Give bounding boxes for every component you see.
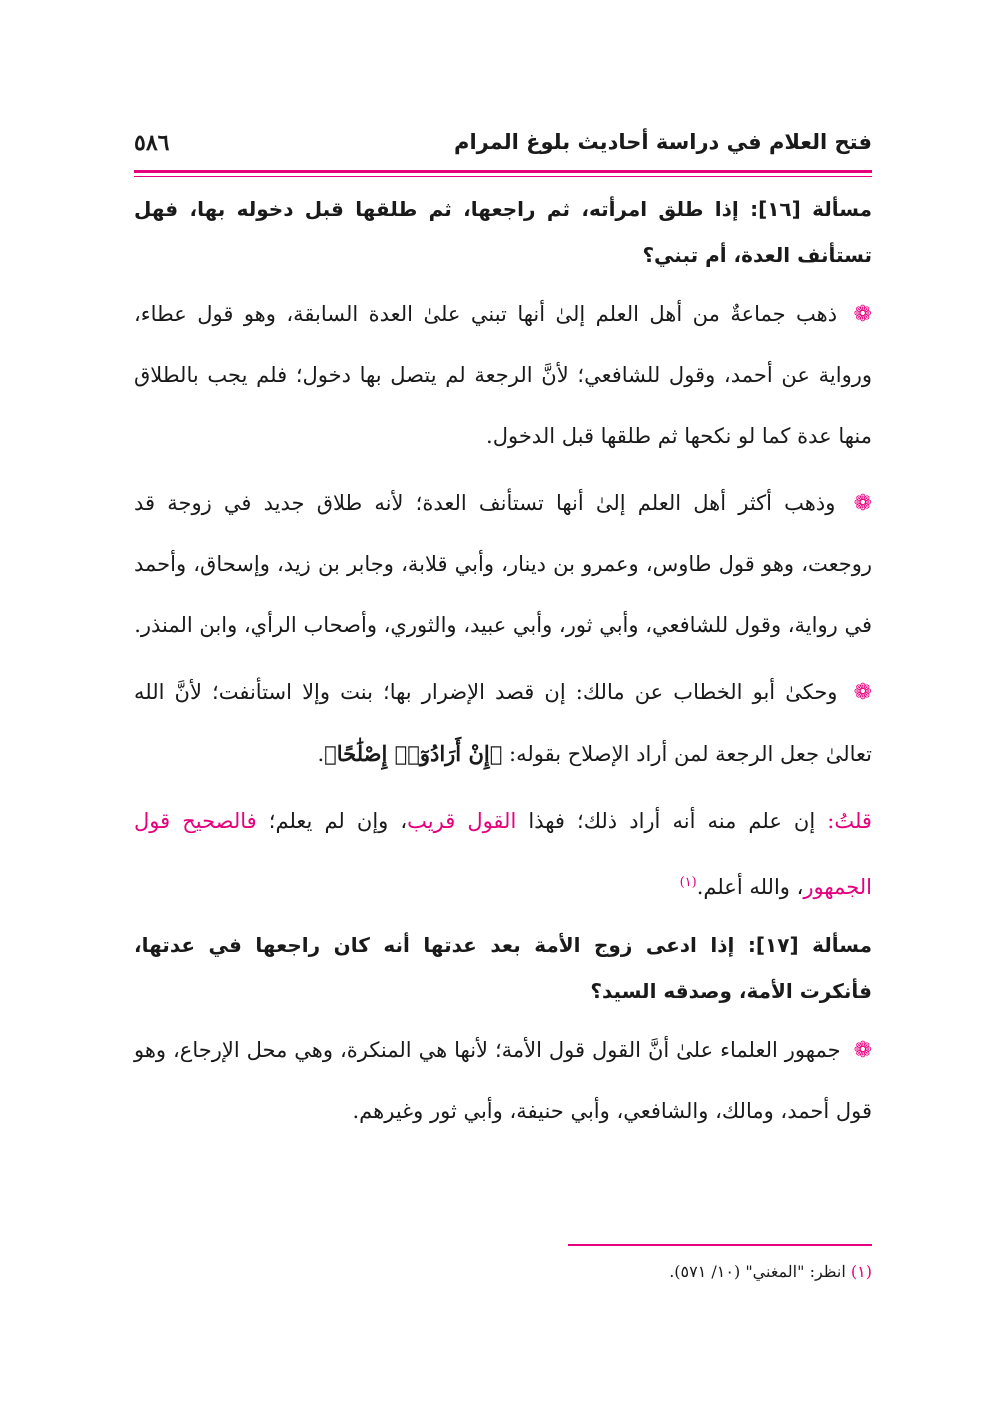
paragraph-5 [134, 1020, 872, 1142]
issue-label: مسألة [١٧]: [747, 933, 872, 957]
flower-ornament-icon: ❁ [853, 491, 872, 516]
book-title: فتح العلام في دراسة أحاديث بلوغ المرام [454, 130, 872, 154]
flower-ornament-icon: ❁ [853, 302, 872, 327]
header-rule-thin [134, 176, 872, 177]
issue-question: إذا طلق امرأته، ثم راجعها، ثم طلقها قبل دخوله بها، فهل تستأنف العدة، أم تبني؟ [134, 197, 872, 267]
paragraph-text: وحكىٰ أبو الخطاب عن مالك: إن قصد الإضرار بها؛ بنت وإلا استأنفت؛ لأنَّ الله تعالىٰ جعل الرجعة لمن أراد الإصلاح بقوله: [134, 680, 872, 766]
flower-ornament-icon: ❁ [853, 1038, 872, 1063]
footnote-text: انظر: "المغني" (١٠/ ٥٧١). [669, 1262, 846, 1281]
issue-label: مسألة [١٦]: [750, 197, 872, 221]
page-body [134, 186, 872, 1142]
comment-text-3: ، والله أعلم. [696, 875, 804, 899]
quran-verse: ﴿إِنْ أَرَادُوٓا۟ إِصْلَٰحًا﴾ [324, 741, 503, 766]
running-header [134, 128, 872, 168]
footnote-reference[interactable]: (١) [679, 875, 697, 890]
issue-heading-16 [134, 186, 872, 278]
paragraph-2 [134, 473, 872, 656]
header-rule-thick [134, 170, 872, 173]
paragraph-text: وذهب أكثر أهل العلم إلىٰ أنها تستأنف العدة؛ لأنه طلاق جديد في زوجة قد روجعت، وهو قول طاوس، وعمرو بن دينار، وأبي قلابة، وجابر بن زيد، وإسحاق، وأحمد في رواية، وقول للشافعي، وأبي ثور، وأبي عبيد، والثوري، وأصحاب الرأي، وابن المنذر. [134, 491, 872, 637]
paragraph-text: جمهور العلماء علىٰ أنَّ القول قول الأمة؛ لأنها هي المنكرة، وهي محل الإرجاع، وهو قول أحمد، ومالك، والشافعي، وأبي حنيفة، وأبي ثور وغيرهم. [134, 1038, 872, 1123]
sentence-end: . [317, 742, 325, 766]
footnote-separator [568, 1244, 872, 1246]
qultu-label: قلتُ: [827, 809, 872, 833]
footnote-number: (١) [850, 1262, 872, 1281]
issue-question: إذا ادعى زوج الأمة بعد عدتها أنه كان راجعها في عدتها، فأنكرت الأمة، وصدقه السيد؟ [134, 933, 872, 1003]
issue-heading-17 [134, 922, 872, 1014]
paragraph-3 [134, 662, 872, 785]
author-comment [134, 791, 872, 918]
highlight-near-opinion: القول قريب [407, 809, 517, 833]
highlight-correct-opinion: فالصحيح قول الجمهور [134, 809, 872, 899]
paragraph-1 [134, 284, 872, 467]
paragraph-text: ذهب جماعةٌ من أهل العلم إلىٰ أنها تبني علىٰ العدة السابقة، وهو قول عطاء، ورواية عن أحمد، وقول للشافعي؛ لأنَّ الرجعة لم يتصل بها دخول؛ فلم يجب بالطلاق منها عدة كما لو نكحها ثم طلقها قبل الدخول. [134, 302, 872, 448]
comment-text-2: ، وإن لم يعلم؛ [268, 809, 408, 833]
comment-text-1: إن علم منه أنه أراد ذلك؛ فهذا [528, 809, 816, 833]
footnote [134, 1262, 872, 1281]
page-number: ٥٨٦ [134, 130, 170, 156]
flower-ornament-icon: ❁ [853, 680, 872, 705]
